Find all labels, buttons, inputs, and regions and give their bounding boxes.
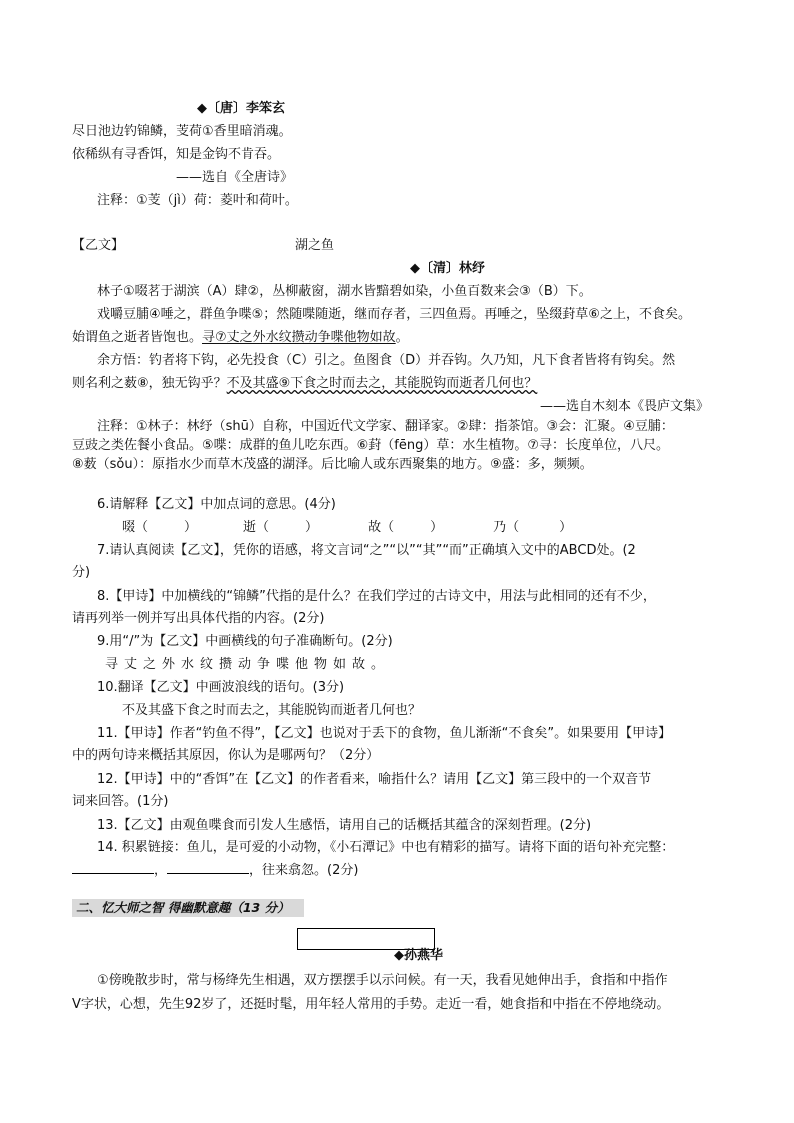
question-7a: 7.请认真阅读【乙文】，凭你的语感，将文言词“之”“以”“其”“而”正确填入文中的ABCD处。(2 xyxy=(97,543,636,558)
prose-note-1: 注释：①林子：林纾（shū）自称，中国近代文学家、翻译家。②肆：指茶馆。③会：汇聚。④豆脯： xyxy=(97,419,674,434)
section-2-author: ◆孙燕华 xyxy=(394,948,443,963)
poem-line-1: 尽日池边钓锦鳞，芰荷①香里暗消魂。 xyxy=(72,124,292,139)
word-blank: ） xyxy=(184,520,198,535)
section-2-paragraph-1b: V字状，心想，先生92岁了，还挺时髦，用年轻人常用的手势。走近一看，她食指和中指在不停地绕动。 xyxy=(72,997,670,1012)
poem-author: ◆〔唐〕李笨玄 xyxy=(197,101,285,116)
word-blank: ） xyxy=(430,520,444,535)
word-blank: 故（ xyxy=(368,520,395,535)
question-8a: 8.【甲诗】中加横线的“锦鳞”代指的是什么？在我们学过的古诗文中，用法与此相同的还有不少， xyxy=(97,589,656,604)
prose-text: 始谓鱼之逝者皆饱也。 xyxy=(72,330,203,345)
prose-title: 湖之鱼 xyxy=(295,238,335,253)
prose-note-3: ⑧薮（sǒu）：原指水少而草木茂盛的湖泽。后比喻人或东西聚集的地方。⑨盛：多，频频。 xyxy=(72,457,593,472)
prose-label: 【乙文】 xyxy=(72,238,125,253)
word-blank: 乃（ xyxy=(493,520,520,535)
wavy-underlined-sentence: 不及其盛⑨下食之时而去之，其能脱钩而逝者几何也？ xyxy=(226,376,538,391)
section-2-header: 二、忆大师之智 得幽默意趣（13 分） xyxy=(76,900,290,915)
answer-blank-1[interactable] xyxy=(72,873,154,874)
prose-paragraph-3b xyxy=(72,375,537,393)
question-14b xyxy=(72,862,358,880)
prose-source: ——选自木刻本《畏庐文集》 xyxy=(540,399,710,414)
section-2-header-bar xyxy=(72,899,304,917)
prose-text: 则名利之薮⑧，独无钩乎？ xyxy=(72,376,227,391)
question-13: 13.【乙文】由观鱼喋食而引发人生感悟，请用自己的话概括其蕴含的深刻哲理。(2分) xyxy=(97,818,592,833)
question-12a: 12.【甲诗】中的“香饵”在【乙文】的作者看来，喻指什么？请用【乙文】第三段中的一个双音节 xyxy=(97,772,652,787)
prose-text: 。 xyxy=(395,330,409,345)
word-blank: 逝（ xyxy=(243,520,270,535)
answer-blank-2[interactable] xyxy=(167,873,249,874)
question-9-sentence: 寻丈之外水纹攒动争喋他物如故。 xyxy=(105,657,391,672)
poem-source: ——选自《全唐诗》 xyxy=(176,170,294,185)
question-14-tail: ，往来翕忽。(2分) xyxy=(249,863,359,878)
prose-paragraph-2a: 戏嚼豆脯④唾之，群鱼争喋⑤；然随喋随逝，继而存者，三四鱼焉。再唾之，坠缀葑草⑥之上，不食矣。 xyxy=(97,307,691,322)
prose-paragraph-2b xyxy=(72,329,409,347)
underlined-sentence: 寻⑦丈之外水纹攒动争喋他物如故 xyxy=(202,330,396,345)
prose-paragraph-3a: 余方悟：钓者将下钩，必先投食（C）引之。鱼图食（D）并吞钩。久乃知，凡下食者皆将有钩矣。然 xyxy=(97,353,676,368)
word-blank: ） xyxy=(559,520,573,535)
word-blank: ） xyxy=(305,520,319,535)
prose-paragraph-1: 林子①啜茗于湖滨（A）肆②，丛柳蔽窗，湖水皆黯碧如染，小鱼百数来会③（B）下。 xyxy=(97,284,592,299)
prose-author: ◆〔清〕林纾 xyxy=(410,261,485,276)
separator: ， xyxy=(154,863,168,878)
question-11b: 中的两句诗来概括其原因，你认为是哪两句？（2分） xyxy=(72,748,380,763)
word-blank: 啜（ xyxy=(122,520,149,535)
question-14a: 14. 积累链接：鱼儿，是可爱的小动物，《小石潭记》中也有精彩的描写。请将下面的语句补充完整： xyxy=(97,840,675,855)
question-8b: 请再列举一例并写出具体代指的内容。(2分) xyxy=(72,611,325,626)
question-12b: 词来回答。(1分) xyxy=(72,794,169,809)
question-10-sentence: 不及其盛下食之时而去之，其能脱钩而逝者几何也？ xyxy=(122,703,422,718)
prose-note-2: 豆豉之类佐餐小食品。⑤喋：成群的鱼儿吃东西。⑥葑（fēng）草：水生植物。⑦寻：长度单位，八尺。 xyxy=(72,438,670,453)
question-6: 6.请解释【乙文】中加点词的意思。(4分) xyxy=(97,497,336,512)
section-2-paragraph-1a: ①傍晚散步时，常与杨绛先生相遇，双方摆摆手以示问候。有一天，我看见她伸出手，食指和中指作 xyxy=(97,973,668,988)
poem-line-2: 依稀纵有寻香饵，知是金钩不肯吞。 xyxy=(72,147,281,162)
question-11a: 11.【甲诗】作者“钓鱼不得”，【乙文】也说对于丢下的食物，鱼儿渐渐“不食矣”。如果要用【甲诗】 xyxy=(97,726,672,741)
poem-note: 注释：①芰（jì）荷：菱叶和荷叶。 xyxy=(97,193,298,208)
question-10: 10.翻译【乙文】中画波浪线的语句。(3分) xyxy=(97,680,345,695)
question-6-words xyxy=(122,519,572,537)
question-7b: 分) xyxy=(72,565,91,580)
question-9: 9.用“/”为【乙文】中画横线的句子准确断句。(2分) xyxy=(97,634,393,649)
